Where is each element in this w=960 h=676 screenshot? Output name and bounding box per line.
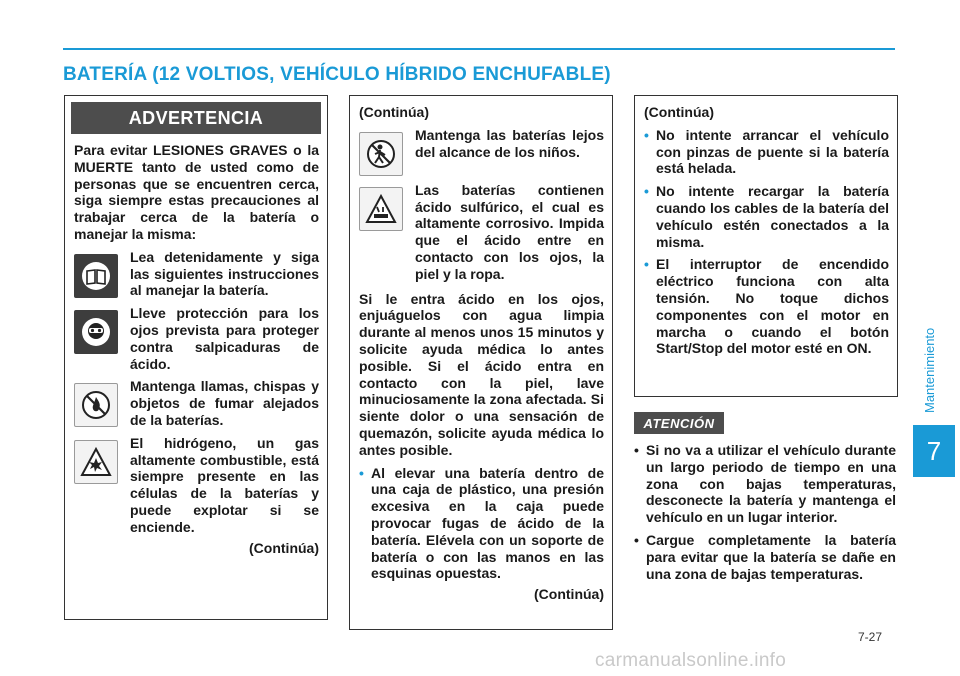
watermark: carmanualsonline.info [595, 650, 787, 671]
caution-badge: ATENCIÓN [634, 412, 724, 434]
warning-item [74, 305, 319, 372]
chapter-side-label: Mantenimiento [922, 327, 937, 413]
list-item [644, 127, 889, 177]
list-item-text: Al elevar una batería dentro de una caja de plástico, una presión excesiva en la caja puede provocar fugas de ácido de la batería. Elévela con un soporte de batería o con las manos en las esquinas opuestas. [371, 464, 604, 582]
page-title: BATERÍA (12 VOLTIOS, VEHÍCULO HÍBRIDO ENCHUFABLE) [63, 64, 611, 85]
top-rule [63, 48, 895, 50]
warning-item [359, 127, 604, 176]
warning-item-text: Mantenga las baterías lejos del alcance de los niños. [415, 126, 604, 160]
bullet-icon: • [644, 183, 649, 200]
page-number: 7-27 [858, 630, 883, 644]
list-item-text: El interruptor de encendido eléctrico funciona con alta tensión. No toque dichos componentes con el motor en marcha o cuando el botón Start/Stop del motor esté en ON. [656, 256, 889, 357]
warning-item [74, 378, 319, 428]
continued-note: (Continúa) [534, 586, 604, 603]
bullet-icon: • [644, 126, 649, 143]
list-item-text: Si no va a utilizar el vehículo durante un largo periodo de tiempo en una zona con bajas temperaturas, desconecte la batería y mantenga el vehículo en un lugar interior. [646, 442, 896, 526]
bullet-icon: • [359, 464, 364, 481]
warning-item [74, 435, 319, 536]
no-flames-icon [74, 383, 118, 427]
bullet-icon: • [644, 256, 649, 273]
list-item-text: Cargue completamente la batería para evitar que la batería se dañe en una zona de bajas temperaturas. [646, 531, 896, 582]
acid-warning-icon [359, 187, 403, 231]
warning-item-text: El hidrógeno, un gas altamente combustible, está siempre presente en las células de la baterías y puede explotar si se enciende. [130, 434, 319, 535]
explosion-warning-icon [74, 440, 118, 484]
warning-intro: Para evitar LESIONES GRAVES o la MUERTE tanto de usted como de personas que se encuentren cerca, siga siempre estas precauciones al trabajar cerca de la batería o manejar la misma: [74, 142, 319, 242]
continued-note: (Continúa) [249, 539, 319, 556]
continued-heading: (Continúa) [644, 104, 714, 120]
list-item [634, 532, 896, 582]
list-item-text: No intente arrancar el vehículo con pinzas de puente si la batería está helada. [656, 126, 889, 177]
list-item [634, 442, 896, 526]
warning-item [74, 249, 319, 299]
continued-box-2 [349, 95, 613, 630]
warning-item-text: Mantenga llamas, chispas y objetos de fumar alejados de la baterías. [130, 378, 319, 428]
list-item-text: No intente recargar la batería cuando los cables de la batería del vehículo estén conectados a la misma. [656, 183, 889, 250]
chapter-tab: 7 [913, 425, 955, 477]
bullet-icon: • [634, 531, 639, 548]
keep-away-children-icon [359, 132, 403, 176]
warning-item-text: Lea detenidamente y siga las siguientes instrucciones al manejar la batería. [130, 248, 319, 299]
warning-item [359, 182, 604, 283]
list-item [644, 256, 889, 357]
list-item [359, 465, 604, 583]
bullet-icon: • [634, 442, 639, 458]
manual-book-icon [74, 254, 118, 298]
continued-heading: (Continúa) [359, 104, 429, 120]
warning-header: ADVERTENCIA [71, 102, 321, 134]
warning-box [64, 95, 328, 620]
warning-item-text: Lleve protección para los ojos prevista para proteger contra salpicaduras de ácido. [130, 305, 319, 372]
acid-first-aid-paragraph: Si le entra ácido en los ojos, enjuáguelos con agua limpia durante al menos unos 15 minutos y solicite ayuda médica lo antes posible. Si el ácido entra en contacto con la piel, lave minuciosamente la zona afectada. Si siente dolor o una sensación de quemazón, solicite ayuda médica lo antes posible. [359, 290, 604, 458]
caution-list [634, 442, 896, 588]
eye-protection-icon [74, 310, 118, 354]
continued-box-3 [634, 95, 898, 397]
list-item [644, 183, 889, 250]
warning-item-text: Las baterías contienen ácido sulfúrico, el cual es altamente corrosivo. Impida que el ácido entre en contacto con los ojos, la piel y la ropa. [415, 181, 604, 282]
